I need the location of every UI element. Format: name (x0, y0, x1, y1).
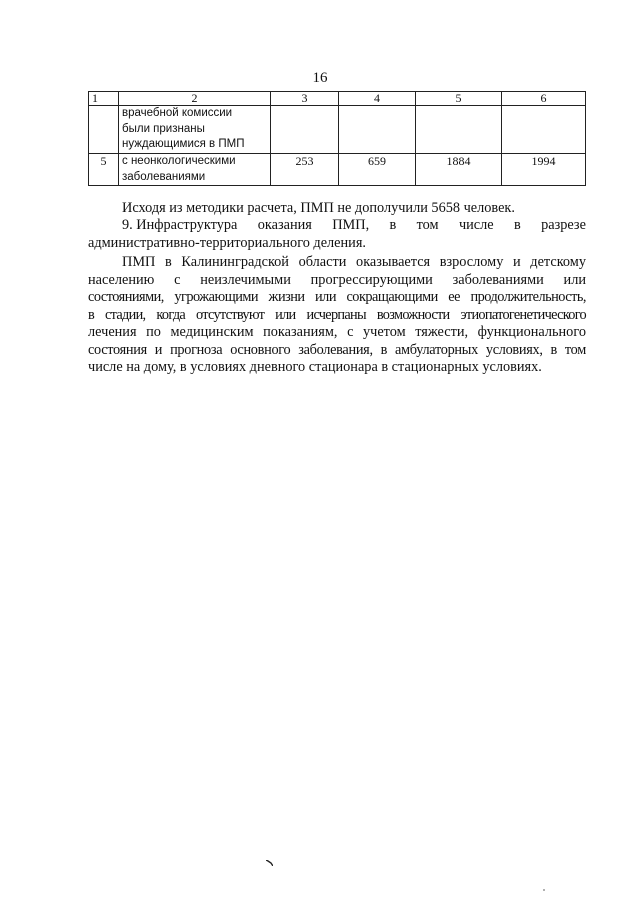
data-table (88, 91, 586, 186)
word: разрезе (541, 217, 586, 233)
word: оказания (257, 217, 312, 233)
table-cell (416, 106, 502, 154)
table-cell (502, 106, 586, 154)
header-cell: 6 (502, 92, 586, 106)
table-cell (339, 106, 416, 154)
table-cell (271, 106, 339, 154)
word: 9. Инфраструктура (122, 217, 238, 233)
paragraph-line: в стадии, когда отсутствуют или исчерпаны возможности этиопатогенетического (88, 306, 586, 323)
table-cell (119, 106, 271, 154)
word: ПМП, (332, 217, 370, 233)
paragraph-line: числе на дому, в условиях дневного стационара в стационарных условиях. (88, 359, 542, 375)
table-cell (89, 106, 119, 154)
header-cell: 1 (89, 92, 119, 106)
table-cell: 5 (89, 154, 119, 186)
table-cell: 1994 (502, 154, 586, 186)
table-header-row (89, 92, 586, 106)
paragraph-line: ПМП в Калининградской области оказывается взрослому и детскому (122, 254, 586, 270)
table-cell (119, 154, 271, 186)
header-cell: 4 (339, 92, 416, 106)
paragraph-infrastructure (88, 254, 586, 377)
paragraph-line: административно-территориального деления. (88, 234, 366, 251)
table-row (89, 154, 586, 186)
cell-line: с неонкологическими (122, 155, 236, 167)
word: числе (458, 217, 494, 233)
word: том (416, 217, 439, 233)
scan-dot (542, 888, 546, 892)
paragraph-calc-note: Исходя из методики расчета, ПМП не дополучили 5658 человек. (122, 200, 515, 216)
cell-line: заболеваниями (122, 170, 206, 183)
word: в (389, 217, 397, 233)
table-row (89, 106, 586, 154)
cell-line: врачебной комиссии (122, 107, 233, 119)
scan-mark (266, 860, 273, 866)
page-number: 16 (312, 70, 328, 86)
table-cell: 659 (339, 154, 416, 186)
cell-line: были признаны (122, 122, 205, 135)
paragraph-line: лечения по медицинским показаниям, с учетом тяжести, функционального (88, 324, 586, 340)
paragraph-line: состояния и прогноза основного заболевания, в амбулаторных условиях, в том (88, 341, 586, 358)
header-cell: 5 (416, 92, 502, 106)
cell-line: нуждающимися в ПМП (122, 138, 245, 150)
header-cell: 3 (271, 92, 339, 106)
section-9-heading (88, 217, 586, 252)
header-cell: 2 (119, 92, 271, 106)
paragraph-line (88, 217, 586, 235)
paragraph-line: состояниями, угрожающими жизни или сокращающими ее продолжительность, (88, 289, 586, 305)
word: в (514, 217, 521, 233)
table-cell: 253 (271, 154, 339, 186)
table-cell: 1884 (416, 154, 502, 186)
paragraph-line: населению с неизлечимыми прогрессирующими заболеваниями или (88, 271, 586, 288)
